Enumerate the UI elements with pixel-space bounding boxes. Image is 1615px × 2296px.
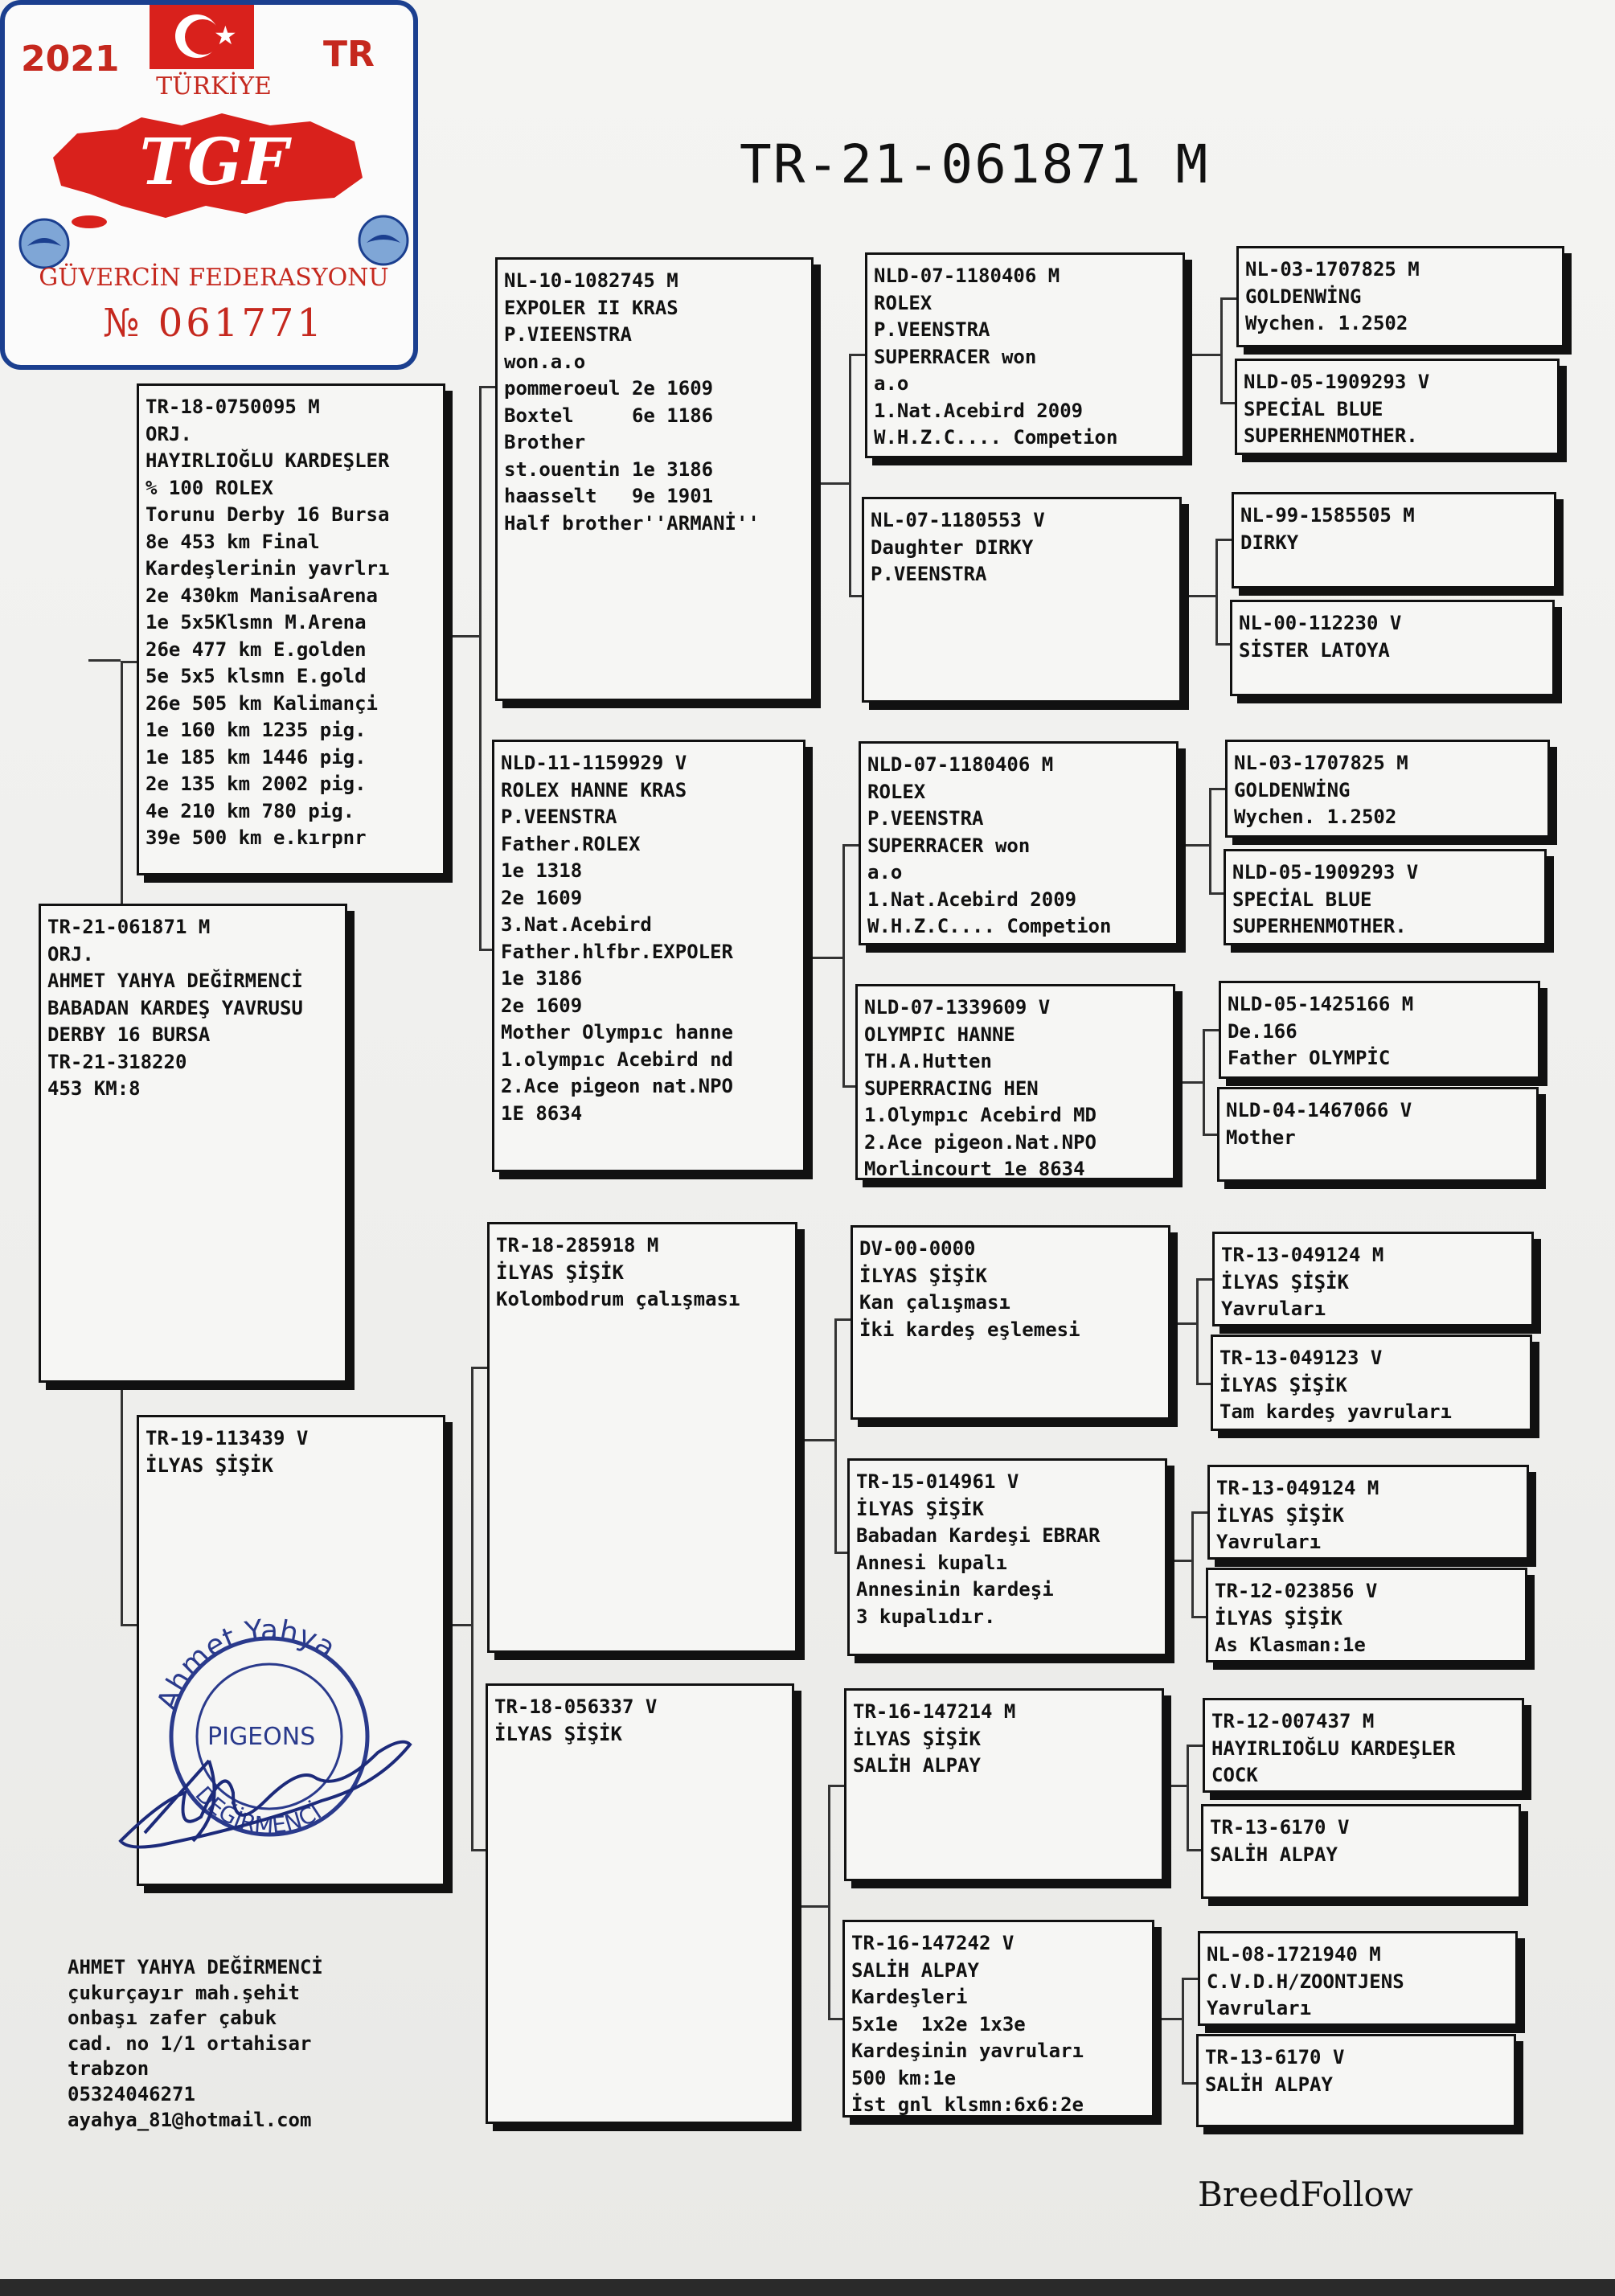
text-line: 2.Ace pigeon nat.NPO — [501, 1075, 733, 1097]
stamp-text-mid: PIGEONS — [207, 1723, 316, 1751]
badge-year: 2021 — [21, 39, 120, 80]
connector-line — [795, 1905, 828, 1908]
text-line: Tam kardeş yavruları — [1219, 1400, 1452, 1423]
text-line: DERBY 16 BURSA — [47, 1023, 211, 1046]
pedigree-box-g5-15 — [1198, 1931, 1518, 2026]
pedigree-box-g5-12 — [1206, 1568, 1527, 1663]
text-line: Half brother''ARMANİ'' — [504, 511, 760, 535]
text-line: st.ouentin 1e 3186 — [504, 457, 714, 481]
text-line: EXPOLER II KRAS — [504, 296, 678, 319]
text-line: % 100 ROLEX — [146, 476, 273, 499]
connector-line — [479, 386, 482, 949]
text-line: P.VEENSTRA — [871, 563, 987, 585]
text-line: Annesinin kardeşi — [856, 1578, 1054, 1601]
connector-line — [849, 354, 865, 356]
connector-line — [1220, 297, 1223, 402]
pedigree-box-g5-14 — [1201, 1804, 1521, 1899]
connector-line — [834, 1318, 851, 1321]
connector-line — [88, 659, 121, 662]
text-line: 2.Ace pigeon.Nat.NPO — [864, 1130, 1096, 1154]
text-line: NLD-04-1467066 V — [1226, 1099, 1412, 1121]
badge-federation: GÜVERCİN FEDERASYONU — [39, 264, 389, 292]
pedigree-box-ssd — [862, 497, 1182, 703]
text-line: a.o — [874, 372, 909, 395]
pedigree-box-dsd — [847, 1458, 1167, 1656]
pedigree-box-sss — [865, 252, 1185, 458]
connector-line — [1196, 1278, 1199, 1383]
text-line: OLYMPIC HANNE — [864, 1023, 1015, 1046]
text-line: a.o — [867, 861, 903, 884]
connector-line — [471, 1367, 487, 1369]
stamp-text-bottom: DEĞİRMENCİ — [190, 1781, 326, 1839]
turkish-flag-icon: ★ — [150, 5, 254, 69]
text-line: İLYAS ŞİŞİK — [146, 1453, 273, 1477]
text-line: 2e 135 km 2002 pig. — [146, 773, 367, 795]
text-line: 2e 1609 — [501, 994, 583, 1017]
text-line: W.H.Z.C.... Competion — [874, 426, 1118, 449]
text-line: NLD-11-1159929 V — [501, 752, 687, 774]
connector-line — [1209, 788, 1225, 790]
pedigree-box-g5-3 — [1232, 492, 1556, 588]
text-line: 1E 8634 — [501, 1101, 583, 1125]
text-line: Morlincourt 1e 8634 — [864, 1158, 1085, 1180]
badge-country-code: TR — [323, 34, 375, 75]
text-line: İLYAS ŞİŞİK — [856, 1497, 984, 1520]
text-line: TR-13-6170 V — [1205, 2046, 1345, 2068]
text-line: 2e 1609 — [501, 886, 583, 909]
text-line: AHMET YAHYA DEĞİRMENCİ — [47, 970, 303, 992]
text-line: NLD-05-1909293 V — [1232, 861, 1419, 884]
pedigree-box-g5-7 — [1219, 981, 1540, 1079]
connector-line — [1203, 1029, 1205, 1134]
pedigree-box-dam-sire — [487, 1222, 797, 1653]
text-line: W.H.Z.C.... Competion — [867, 915, 1112, 937]
text-line: TR-19-113439 V — [146, 1427, 309, 1449]
footer-brand: BreedFollow — [1198, 2175, 1413, 2214]
connector-line — [842, 844, 859, 847]
text-line: SALİH ALPAY — [1205, 2073, 1333, 2096]
text-line: 1.Nat.Acebird 2009 — [867, 888, 1077, 911]
text-line: Kolombodrum çalışması — [496, 1288, 740, 1310]
text-line: haasselt 9e 1901 — [504, 485, 714, 507]
connector-line — [1168, 1560, 1191, 1562]
text-line: ROLEX HANNE KRAS — [501, 778, 687, 802]
stamp-text-top: Ahmet Yahya — [151, 1613, 342, 1716]
text-line: 26e 477 km E.golden — [146, 638, 367, 661]
text-line: NLD-05-1425166 M — [1228, 993, 1414, 1015]
connector-line — [121, 661, 137, 663]
text-line: İLYAS ŞİŞİK — [494, 1722, 622, 1745]
text-line: SALİH ALPAY — [853, 1754, 981, 1777]
text-line: GOLDENWİNG — [1245, 285, 1362, 308]
connector-line — [1165, 1785, 1187, 1787]
text-line: NLD-07-1180406 M — [874, 264, 1060, 287]
text-line: İLYAS ŞİŞİK — [1219, 1373, 1347, 1396]
text-line: SUPERRACER won — [874, 345, 1037, 368]
connector-line — [834, 1318, 837, 1552]
text-line: Annesi kupalı — [856, 1551, 1007, 1574]
text-line: De.166 — [1228, 1019, 1297, 1043]
pedigree-box-g5-8 — [1217, 1087, 1539, 1182]
text-line: DIRKY — [1240, 531, 1299, 554]
badge-country: TÜRKİYE — [156, 72, 272, 100]
connector-line — [1220, 402, 1236, 404]
connector-line — [806, 957, 842, 959]
text-line: Kan çalışması — [859, 1291, 1010, 1314]
text-line: 1e 5x5Klsmn M.Arena — [146, 611, 367, 633]
text-line: 453 KM:8 — [47, 1077, 141, 1100]
bottom-edge — [0, 2279, 1615, 2296]
text-line: TR-16-147214 M — [853, 1700, 1016, 1723]
text-line: 1e 1318 — [501, 859, 583, 882]
text-line: P.VIEENSTRA — [504, 323, 632, 346]
text-line: TR-21-061871 M — [47, 916, 211, 938]
pigeon-emblem-icon — [352, 212, 415, 269]
text-line: TR-13-049123 V — [1219, 1347, 1383, 1369]
connector-line — [1171, 1322, 1196, 1325]
text-line: NLD-07-1339609 V — [864, 996, 1051, 1019]
text-line: NL-00-112230 V — [1239, 612, 1402, 634]
text-line: ayahya_81@hotmail.com — [68, 2108, 312, 2131]
pedigree-box-g5-11 — [1207, 1465, 1529, 1560]
text-line: SUPERHENMOTHER. — [1244, 424, 1418, 447]
text-line: won.a.o — [504, 350, 586, 373]
connector-line — [471, 1367, 473, 1849]
text-line: Torunu Derby 16 Bursa — [146, 503, 390, 526]
connector-line — [446, 1624, 471, 1626]
connector-line — [1183, 595, 1215, 597]
text-line: Daughter DIRKY — [871, 535, 1034, 559]
connector-line — [1179, 844, 1209, 847]
pedigree-box-sdd — [855, 984, 1175, 1180]
text-line: ROLEX — [874, 291, 933, 314]
pedigree-box-sire-sire — [495, 257, 814, 701]
connector-line — [842, 844, 845, 1085]
text-line: NLD-05-1909293 V — [1244, 371, 1430, 393]
text-line: HAYIRLIOĞLU KARDEŞLER — [146, 449, 390, 472]
pedigree-box-dam-dam — [486, 1683, 794, 2124]
connector-line — [1220, 297, 1236, 300]
text-line: İst gnl klsmn:6x6:2e — [851, 2093, 1084, 2116]
text-line: Yavruları — [1216, 1531, 1322, 1553]
connector-line — [828, 1785, 844, 1787]
connector-line — [471, 1849, 487, 1851]
text-line: Kardeşinin yavruları — [851, 2040, 1084, 2062]
pedigree-box-ddd — [842, 1920, 1154, 2118]
connector-line — [479, 386, 495, 388]
text-line: cad. no 1/1 ortahisar — [68, 2032, 312, 2055]
text-line: Yavruları — [1221, 1298, 1326, 1320]
text-line: DV-00-0000 — [859, 1237, 976, 1260]
connector-line — [798, 1439, 834, 1441]
connector-line — [814, 482, 849, 485]
text-line: SALİH ALPAY — [851, 1958, 979, 1982]
pedigree-box-g5-2 — [1235, 359, 1560, 455]
text-line: NL-03-1707825 M — [1245, 258, 1420, 281]
pedigree-box-g5-6 — [1224, 849, 1547, 945]
text-line: Father.ROLEX — [501, 832, 641, 855]
connector-line — [828, 2018, 844, 2020]
text-line: TR-12-007437 M — [1211, 1710, 1375, 1732]
connector-line — [1187, 1745, 1203, 1747]
text-line: TH.A.Hutten — [864, 1050, 992, 1072]
text-line: pommeroeul 2e 1609 — [504, 377, 714, 400]
text-line: BABADAN KARDEŞ YAVRUSU — [47, 996, 303, 1019]
text-line: SUPERHENMOTHER. — [1232, 915, 1407, 937]
connector-line — [1191, 1511, 1194, 1616]
badge-logo: TGF — [139, 124, 289, 199]
connector-line — [1182, 2082, 1198, 2085]
text-line: TR-18-285918 M — [496, 1234, 659, 1257]
text-line: COCK — [1211, 1764, 1258, 1786]
text-line: 5x1e 1x2e 1x3e — [851, 2012, 1026, 2036]
text-line: 3 kupalıdır. — [856, 1605, 996, 1628]
text-line: TR-18-056337 V — [494, 1695, 658, 1718]
text-line: 05324046271 — [68, 2082, 195, 2105]
text-line: TR-18-0750095 M — [146, 396, 320, 418]
text-line: İLYAS ŞİŞİK — [859, 1264, 987, 1287]
pedigree-box-subject — [39, 904, 347, 1383]
pedigree-box-dds — [844, 1688, 1164, 1881]
text-line: ORJ. — [47, 942, 94, 966]
text-line: TR-13-049124 M — [1216, 1477, 1379, 1499]
text-line: TR-12-023856 V — [1215, 1580, 1378, 1602]
text-line: TR-21-318220 — [47, 1050, 187, 1073]
text-line: SPECİAL BLUE — [1232, 888, 1372, 911]
connector-line — [828, 1785, 830, 2018]
text-line: çukurçayır mah.şehit — [68, 1981, 300, 2004]
connector-line — [1203, 1134, 1219, 1136]
text-line: SUPERRACING HEN — [864, 1076, 1039, 1100]
text-line: TR-16-147242 V — [851, 1932, 1014, 1954]
text-line: Kardeşleri — [851, 1986, 968, 2008]
pedigree-box-dss — [851, 1225, 1170, 1420]
text-line: Mother Olympıc hanne — [501, 1021, 733, 1043]
text-line: C.V.D.H/ZOONTJENS — [1207, 1970, 1404, 1993]
connector-line — [1187, 1849, 1203, 1851]
text-line: SUPERRACER won — [867, 834, 1031, 857]
text-line: 3.Nat.Acebird — [501, 913, 652, 936]
text-line: SALİH ALPAY — [1210, 1843, 1338, 1866]
connector-line — [1209, 788, 1211, 892]
text-line: NL-10-1082745 M — [504, 269, 678, 292]
text-line: HAYIRLIOĞLU KARDEŞLER — [1211, 1736, 1456, 1760]
connector-line — [1191, 1511, 1207, 1514]
owner-stamp — [113, 1600, 426, 1865]
pedigree-box-g5-1 — [1236, 246, 1564, 347]
text-line: onbaşı zafer çabuk — [68, 2007, 277, 2030]
text-line: TR-13-049124 M — [1221, 1244, 1384, 1266]
text-line: Wychen. 1.2502 — [1245, 312, 1408, 334]
text-line: 1e 160 km 1235 pig. — [146, 719, 367, 741]
connector-line — [1215, 539, 1232, 541]
text-line: SİSTER LATOYA — [1239, 638, 1390, 662]
pedigree-box-g5-9 — [1212, 1232, 1534, 1326]
connector-line — [1196, 1278, 1212, 1281]
connector-line — [1176, 1081, 1203, 1084]
text-line: İLYAS ŞİŞİK — [1215, 1606, 1342, 1630]
connector-line — [1209, 892, 1225, 895]
tgf-ring-badge — [0, 0, 418, 370]
connector-line — [1196, 1383, 1212, 1385]
pedigree-box-sire-dam — [492, 740, 805, 1172]
text-line: ORJ. — [146, 422, 192, 445]
text-line: As Klasman:1e — [1215, 1634, 1366, 1656]
text-line: ROLEX — [867, 780, 926, 803]
text-line: Yavruları — [1207, 1997, 1312, 2019]
text-line: 500 km:1e — [851, 2066, 957, 2089]
pedigree-box-g5-16 — [1196, 2034, 1516, 2127]
text-line: 2e 430km ManisaArena — [146, 584, 378, 607]
text-line: 1.Nat.Acebird 2009 — [874, 399, 1084, 422]
text-line: 1.Olympıc Acebird MD — [864, 1104, 1096, 1126]
text-line: trabzon — [68, 2057, 150, 2081]
text-line: NLD-07-1180406 M — [867, 753, 1054, 776]
text-line: 39e 500 km e.kırpnr — [146, 826, 367, 849]
connector-line — [1186, 354, 1220, 356]
text-line: NL-99-1585505 M — [1240, 504, 1415, 527]
text-line: NL-08-1721940 M — [1207, 1943, 1381, 1966]
text-line: Father.hlfbr.EXPOLER — [501, 940, 733, 963]
text-line: NL-07-1180553 V — [871, 509, 1045, 531]
pedigree-box-g5-5 — [1225, 740, 1550, 838]
connector-line — [1155, 2018, 1182, 2020]
text-line: Mother — [1226, 1125, 1296, 1149]
connector-line — [446, 635, 479, 638]
connector-line — [1215, 643, 1232, 646]
connector-line — [1215, 539, 1218, 643]
connector-line — [849, 354, 851, 595]
text-line: Father OLYMPİC — [1228, 1047, 1391, 1069]
text-line: 8e 453 km Final — [146, 530, 320, 553]
text-line: GOLDENWİNG — [1234, 778, 1351, 802]
svg-text:Ahmet Yahya — [151, 1614, 341, 1715]
text-line: P.VEENSTRA — [867, 807, 984, 830]
pedigree-box-sire — [137, 383, 445, 875]
text-line: 4e 210 km 780 pig. — [146, 799, 355, 822]
text-line: Kardeşlerinin yavrlrı — [146, 557, 390, 580]
text-line: İLYAS ŞİŞİK — [1221, 1270, 1349, 1294]
text-line: TR-15-014961 V — [856, 1470, 1019, 1493]
pedigree-box-sds — [859, 741, 1178, 945]
text-line: İLYAS ŞİŞİK — [1216, 1503, 1344, 1527]
text-line: TR-13-6170 V — [1210, 1816, 1350, 1839]
text-line: 1.olympıc Acebird nd — [501, 1048, 733, 1071]
badge-serial: № 061771 — [103, 301, 325, 346]
connector-line — [1203, 1029, 1219, 1031]
connector-line — [1182, 1978, 1198, 1980]
text-line: İki kardeş eşlemesi — [859, 1318, 1080, 1341]
text-line: İLYAS ŞİŞİK — [853, 1727, 981, 1750]
text-line: P.VEENSTRA — [501, 806, 617, 828]
text-line: Boxtel 6e 1186 — [504, 404, 714, 427]
text-line: İLYAS ŞİŞİK — [496, 1261, 624, 1284]
page-title: TR-21-061871 M — [740, 133, 1210, 195]
text-line: 5e 5x5 klsmn E.gold — [146, 665, 367, 687]
text-line: 26e 505 km Kalimançi — [146, 691, 378, 715]
text-line: NL-03-1707825 M — [1234, 752, 1408, 774]
text-line: 1e 185 km 1446 pig. — [146, 745, 367, 769]
connector-line — [1191, 1616, 1207, 1618]
connector-line — [1182, 1978, 1184, 2082]
connector-line — [1187, 1745, 1189, 1849]
owner-contact — [68, 1955, 486, 2133]
text-line: P.VEENSTRA — [874, 318, 990, 341]
pedigree-box-g5-4 — [1230, 600, 1555, 696]
text-line: AHMET YAHYA DEĞİRMENCİ — [68, 1956, 323, 1978]
text-line: Babadan Kardeşi EBRAR — [856, 1524, 1101, 1547]
text-line: Brother — [504, 431, 586, 453]
text-line: Wychen. 1.2502 — [1234, 806, 1397, 828]
text-line: SPECİAL BLUE — [1244, 397, 1383, 420]
pedigree-box-g5-13 — [1203, 1698, 1524, 1793]
pedigree-box-g5-10 — [1211, 1335, 1532, 1431]
text-line: 1e 3186 — [501, 967, 583, 990]
